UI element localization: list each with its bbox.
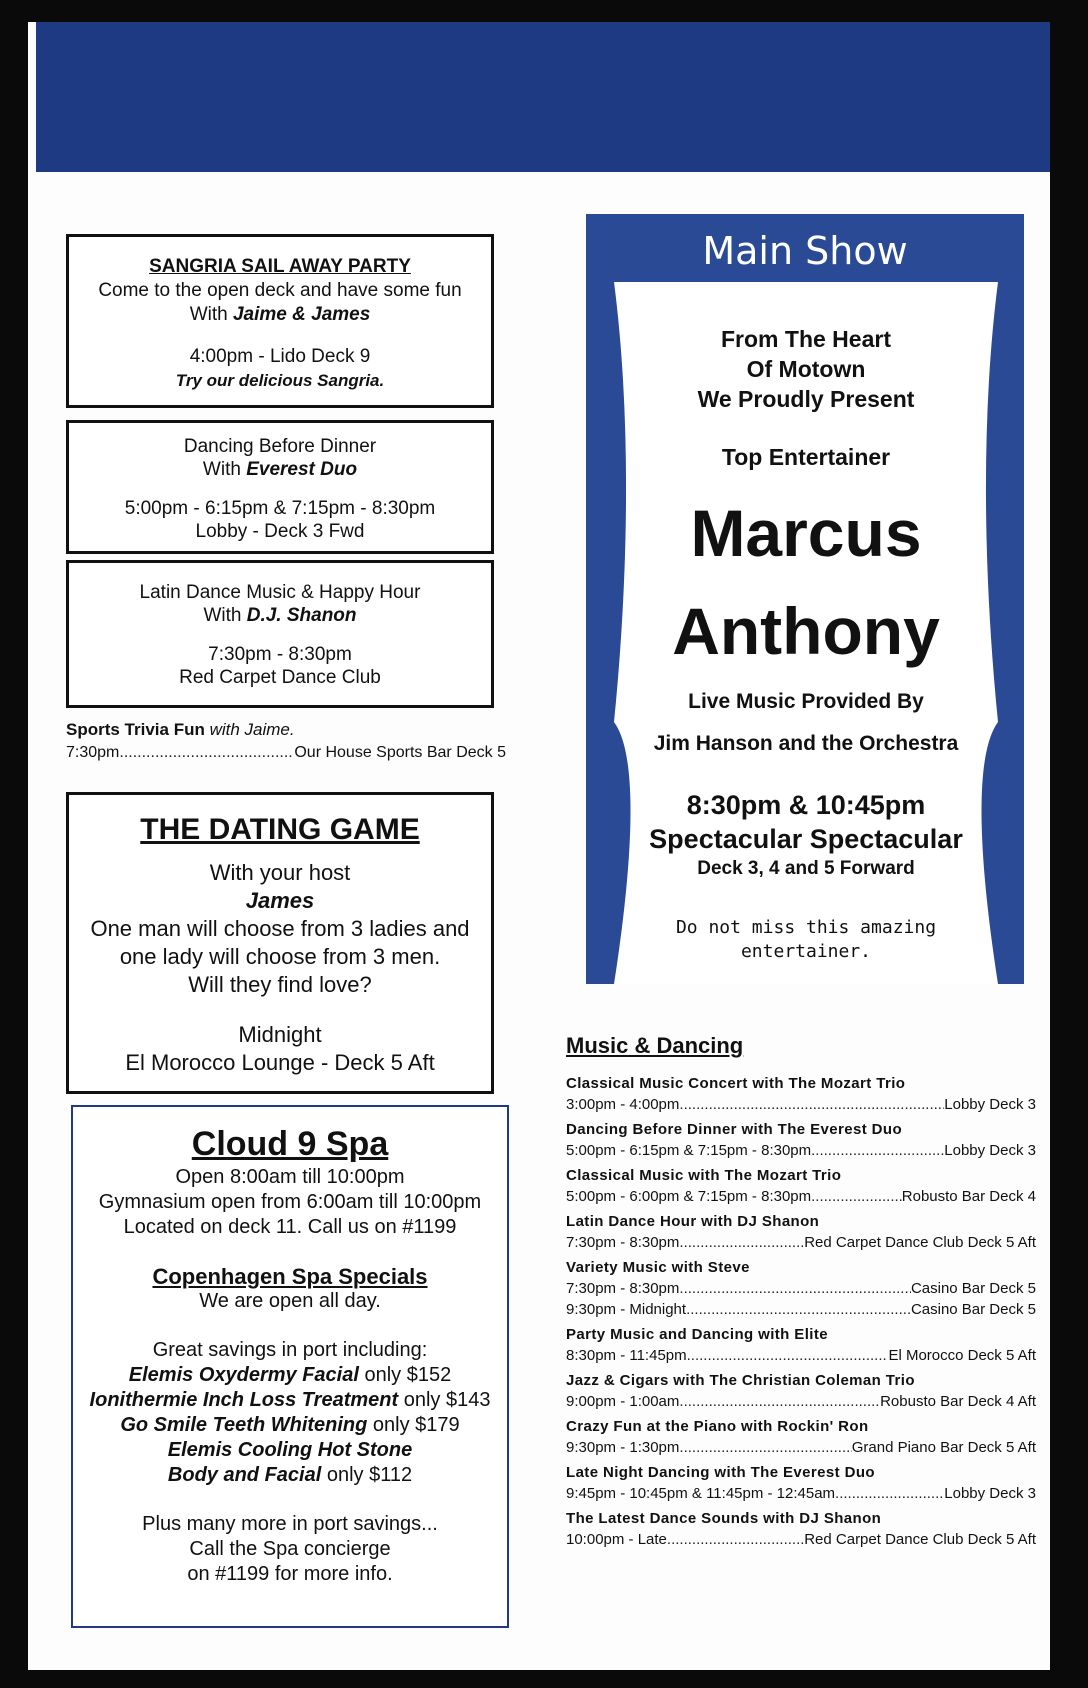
dating-title: THE DATING GAME bbox=[140, 813, 420, 846]
event-time: 9:30pm - Midnight bbox=[566, 1301, 687, 1318]
event-name: Latin Dance Hour with DJ Shanon bbox=[566, 1213, 820, 1230]
list-item bbox=[566, 1509, 1036, 1550]
offer-2-price: only $143 bbox=[398, 1389, 491, 1411]
list-item bbox=[566, 1325, 1036, 1366]
event-time: 7:30pm - 8:30pm bbox=[566, 1234, 680, 1251]
header-band bbox=[36, 22, 1050, 172]
trivia-time: 7:30pm bbox=[66, 744, 120, 761]
latin-with-name: D.J. Shanon bbox=[246, 605, 357, 626]
latin-title: Latin Dance Music & Happy Hour bbox=[139, 582, 421, 603]
main-show-header: Main Show bbox=[702, 229, 908, 273]
dancing-dinner-box bbox=[66, 420, 494, 554]
sangria-with: With bbox=[189, 304, 233, 325]
show-venue: Spectacular Spectacular bbox=[649, 824, 963, 854]
list-item bbox=[566, 1212, 1036, 1253]
event-name: Classical Music Concert with The Mozart Trio bbox=[566, 1075, 906, 1092]
leader-dots bbox=[679, 1437, 851, 1458]
event-place: Red Carpet Dance Club Deck 5 Aft bbox=[804, 1531, 1036, 1548]
offer-1-name: Elemis Oxydermy Facial bbox=[128, 1364, 359, 1386]
event-place: El Morocco Deck 5 Aft bbox=[888, 1347, 1036, 1364]
show-decks: Deck 3, 4 and 5 Forward bbox=[697, 858, 915, 879]
spa-offer-1 bbox=[73, 1363, 507, 1388]
event-name: Late Night Dancing with The Everest Duo bbox=[566, 1464, 875, 1481]
event-name: Crazy Fun at the Piano with Rockin' Ron bbox=[566, 1418, 869, 1435]
page bbox=[28, 22, 1050, 1670]
sangria-host-names: Jaime & James bbox=[232, 304, 371, 325]
offer-4-price: only $112 bbox=[321, 1464, 413, 1486]
event-place: Casino Bar Deck 5 bbox=[910, 1301, 1036, 1318]
main-show-content bbox=[614, 282, 998, 964]
show-music2: Jim Hanson and the Orchestra bbox=[653, 732, 959, 755]
show-line3: We Proudly Present bbox=[697, 386, 915, 412]
event-time: 8:30pm - 11:45pm bbox=[566, 1347, 687, 1364]
offer-4-name: Body and Facial bbox=[167, 1464, 322, 1486]
show-name2: Anthony bbox=[672, 594, 940, 668]
trivia-location: Our House Sports Bar Deck 5 bbox=[294, 744, 506, 761]
music-dancing-section bbox=[566, 1032, 1036, 1555]
dating-line1: With your host bbox=[209, 860, 351, 885]
show-line4: Top Entertainer bbox=[721, 444, 891, 470]
event-place: Lobby Deck 3 bbox=[944, 1096, 1036, 1113]
event-schedule bbox=[566, 1437, 1036, 1458]
event-schedule bbox=[566, 1529, 1036, 1550]
trivia-schedule bbox=[66, 742, 506, 763]
leader-dots bbox=[835, 1483, 944, 1504]
music-dancing-list bbox=[566, 1074, 1036, 1550]
event-schedule bbox=[566, 1391, 1036, 1412]
event-place: Robusto Bar Deck 4 Aft bbox=[880, 1393, 1036, 1410]
event-schedule bbox=[566, 1345, 1036, 1366]
event-name: The Latest Dance Sounds with DJ Shanon bbox=[566, 1510, 882, 1527]
event-place: Lobby Deck 3 bbox=[944, 1142, 1036, 1159]
show-name1: Marcus bbox=[690, 496, 922, 570]
event-place: Robusto Bar Deck 4 bbox=[901, 1188, 1036, 1205]
event-time: 7:30pm - 8:30pm bbox=[566, 1280, 680, 1297]
latin-location: Red Carpet Dance Club bbox=[179, 667, 381, 688]
show-times: 8:30pm & 10:45pm bbox=[686, 790, 926, 820]
dating-time: Midnight bbox=[238, 1022, 322, 1047]
latin-dance-box bbox=[66, 560, 494, 708]
dating-line4: Will they find love? bbox=[188, 972, 372, 997]
event-schedule bbox=[566, 1483, 1036, 1504]
event-time: 9:45pm - 10:45pm & 11:45pm - 12:45am bbox=[566, 1485, 836, 1502]
leader-dots bbox=[811, 1140, 944, 1161]
spa-located: Located on deck 11. Call us on #1199 bbox=[123, 1216, 457, 1238]
spa-open-all-day: We are open all day. bbox=[199, 1290, 381, 1312]
offer-3-name: Go Smile Teeth Whitening bbox=[120, 1414, 368, 1436]
list-item bbox=[566, 1463, 1036, 1504]
event-time: 5:00pm - 6:00pm & 7:15pm - 8:30pm bbox=[566, 1188, 812, 1205]
event-name: Party Music and Dancing with Elite bbox=[566, 1326, 828, 1343]
offer-3-price: only $179 bbox=[367, 1414, 460, 1436]
event-place: Grand Piano Bar Deck 5 Aft bbox=[851, 1439, 1036, 1456]
event-time: 3:00pm - 4:00pm bbox=[566, 1096, 680, 1113]
event-time: 10:00pm - Late bbox=[566, 1531, 667, 1548]
dating-host: James bbox=[245, 888, 315, 913]
leader-dots bbox=[811, 1186, 902, 1207]
spa-title: Cloud 9 Spa bbox=[191, 1125, 389, 1163]
list-item bbox=[566, 1074, 1036, 1115]
main-show-panel bbox=[614, 282, 998, 984]
event-schedule bbox=[566, 1186, 1036, 1207]
event-name: Dancing Before Dinner with The Everest Duo bbox=[566, 1121, 903, 1138]
event-time: 9:00pm - 1:00am bbox=[566, 1393, 680, 1410]
event-schedule bbox=[566, 1278, 1036, 1299]
sangria-party-box bbox=[66, 234, 494, 408]
leader-dots bbox=[679, 1094, 944, 1115]
spa-offer-2 bbox=[73, 1388, 507, 1413]
latin-with-prefix: With bbox=[203, 605, 247, 626]
event-name: Variety Music with Steve bbox=[566, 1259, 750, 1276]
spa-box bbox=[71, 1105, 509, 1628]
leader-dots bbox=[667, 1529, 804, 1550]
event-schedule bbox=[566, 1094, 1036, 1115]
sangria-hosts bbox=[69, 303, 491, 327]
list-item bbox=[566, 1371, 1036, 1412]
event-place: Red Carpet Dance Club Deck 5 Aft bbox=[804, 1234, 1036, 1251]
spa-gym: Gymnasium open from 6:00am till 10:00pm bbox=[98, 1191, 482, 1213]
show-line1: From The Heart bbox=[721, 326, 891, 352]
trivia-host: with Jaime. bbox=[204, 720, 295, 739]
sangria-line1: Come to the open deck and have some fun bbox=[98, 280, 462, 301]
dating-location: El Morocco Lounge - Deck 5 Aft bbox=[125, 1050, 435, 1075]
leader-dots bbox=[686, 1299, 911, 1320]
sangria-time: 4:00pm - Lido Deck 9 bbox=[189, 346, 371, 367]
spa-more1: Plus many more in port savings... bbox=[142, 1513, 438, 1535]
list-item bbox=[566, 1166, 1036, 1207]
event-time: 5:00pm - 6:15pm & 7:15pm - 8:30pm bbox=[566, 1142, 812, 1159]
dancing-with-prefix: With bbox=[202, 459, 247, 480]
trivia-dots bbox=[119, 742, 294, 763]
spa-offer-4-line1: Elemis Cooling Hot Stone bbox=[167, 1439, 413, 1461]
list-item bbox=[566, 1120, 1036, 1161]
event-name: Classical Music with The Mozart Trio bbox=[566, 1167, 842, 1184]
leader-dots bbox=[679, 1278, 911, 1299]
event-schedule bbox=[566, 1232, 1036, 1253]
event-schedule bbox=[566, 1299, 1036, 1320]
spa-more3: on #1199 for more info. bbox=[187, 1563, 393, 1585]
dating-line2: One man will choose from 3 ladies and bbox=[90, 916, 470, 941]
trivia-heading bbox=[66, 718, 506, 742]
music-dancing-heading: Music & Dancing bbox=[566, 1033, 744, 1058]
dancing-dinner-times: 5:00pm - 6:15pm & 7:15pm - 8:30pm bbox=[124, 498, 436, 519]
spa-hours: Open 8:00am till 10:00pm bbox=[175, 1166, 405, 1188]
trivia-title: Sports Trivia Fun bbox=[66, 720, 205, 739]
leader-dots bbox=[679, 1232, 804, 1253]
event-place: Lobby Deck 3 bbox=[944, 1485, 1036, 1502]
offer-1-price: only $152 bbox=[358, 1364, 452, 1386]
show-line2: Of Motown bbox=[746, 356, 866, 382]
dancing-dinner-with bbox=[69, 458, 491, 481]
list-item bbox=[566, 1417, 1036, 1458]
show-note: Do not miss this amazing entertainer. bbox=[675, 917, 937, 962]
event-name: Jazz & Cigars with The Christian Coleman Trio bbox=[566, 1372, 915, 1389]
offer-2-name: Ionithermie Inch Loss Treatment bbox=[89, 1389, 399, 1411]
show-music1: Live Music Provided By bbox=[688, 690, 924, 713]
list-item bbox=[566, 1258, 1036, 1320]
sangria-title: SANGRIA SAIL AWAY PARTY bbox=[149, 256, 411, 277]
dancing-with-name: Everest Duo bbox=[246, 459, 358, 480]
dancing-dinner-location: Lobby - Deck 3 Fwd bbox=[195, 521, 365, 542]
dating-game-box bbox=[66, 792, 494, 1094]
main-show-stage bbox=[586, 214, 1024, 984]
spa-specials-title: Copenhagen Spa Specials bbox=[152, 1264, 428, 1289]
spa-savings-intro: Great savings in port including: bbox=[152, 1339, 428, 1361]
latin-with bbox=[69, 604, 491, 627]
dancing-dinner-title: Dancing Before Dinner bbox=[183, 436, 377, 457]
leader-dots bbox=[687, 1345, 889, 1366]
spa-offer-4 bbox=[73, 1463, 507, 1488]
sangria-tagline: Try our delicious Sangria. bbox=[175, 371, 385, 390]
spa-offer-3 bbox=[73, 1413, 507, 1438]
event-schedule bbox=[566, 1140, 1036, 1161]
dating-line3: one lady will choose from 3 men. bbox=[119, 944, 441, 969]
event-place: Casino Bar Deck 5 bbox=[910, 1280, 1036, 1297]
spa-more2: Call the Spa concierge bbox=[189, 1538, 391, 1560]
latin-times: 7:30pm - 8:30pm bbox=[208, 644, 352, 665]
leader-dots bbox=[679, 1391, 880, 1412]
event-time: 9:30pm - 1:30pm bbox=[566, 1439, 680, 1456]
sports-trivia bbox=[66, 718, 506, 763]
